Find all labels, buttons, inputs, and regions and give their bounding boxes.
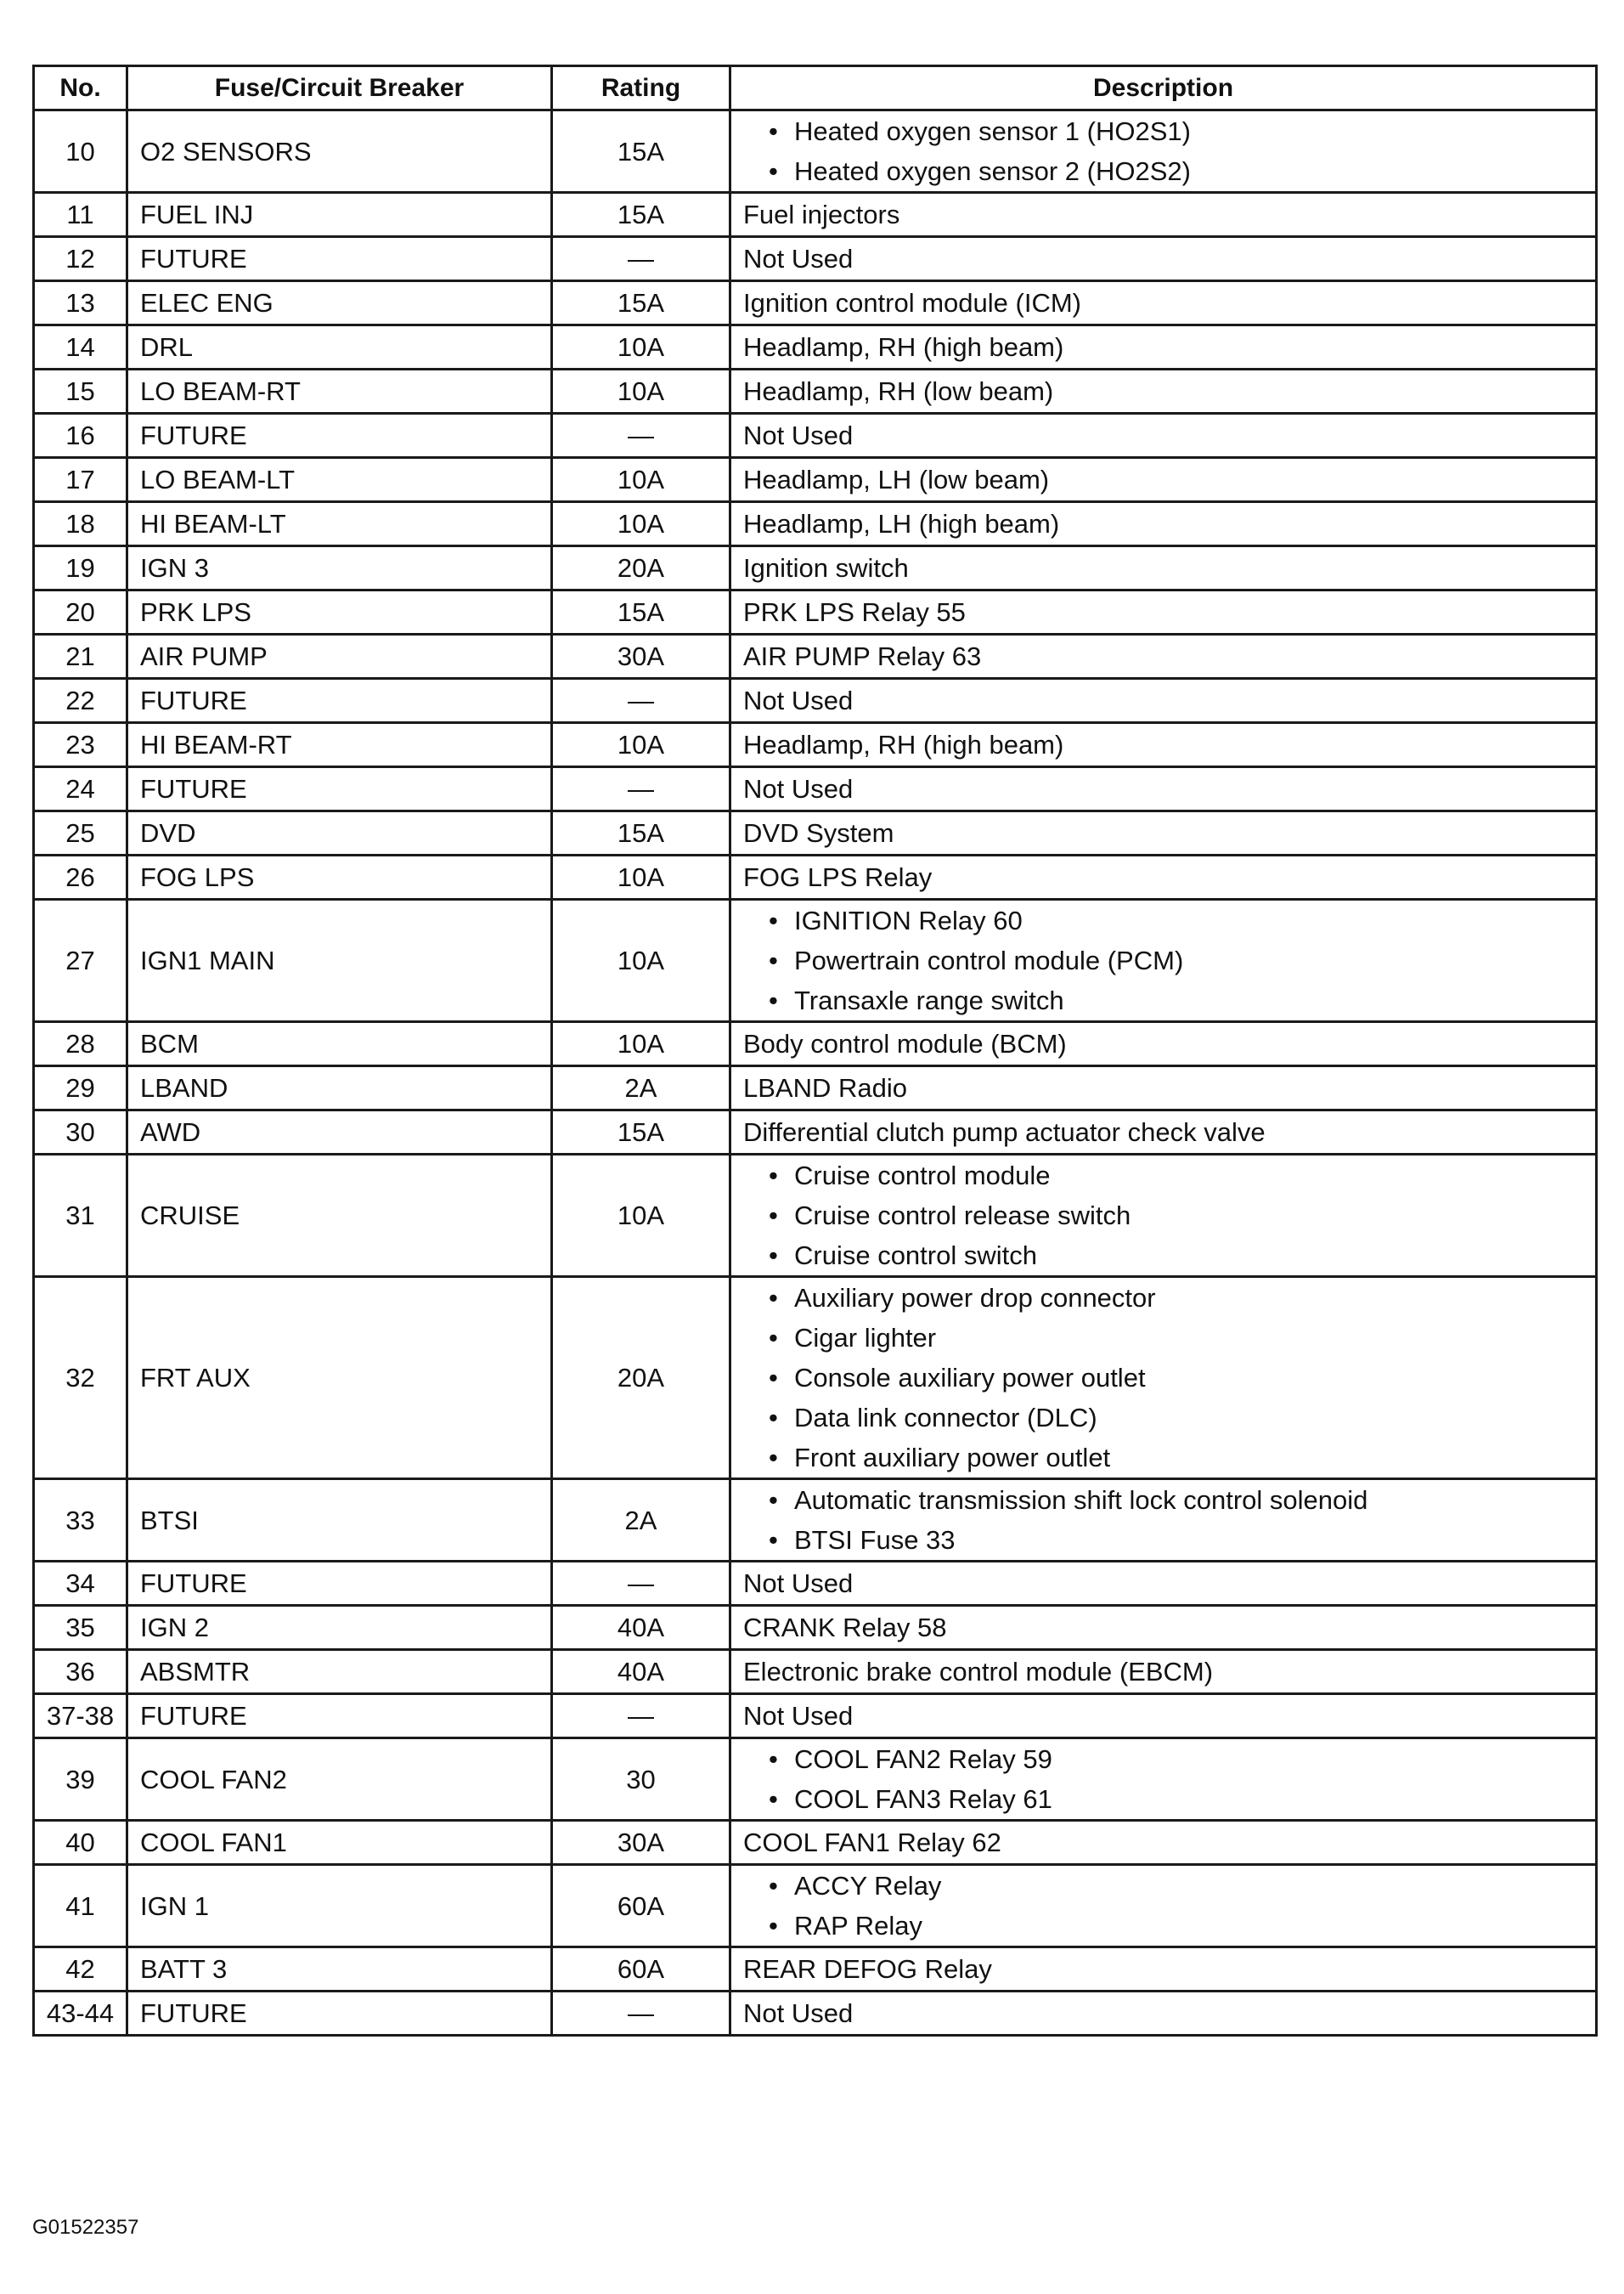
- fuse-name: AWD: [127, 1110, 552, 1155]
- table-row: [34, 1694, 1597, 1738]
- fuse-number: 26: [34, 856, 127, 900]
- fuse-rating: 15A: [552, 590, 730, 635]
- fuse-name: COOL FAN1: [127, 1821, 552, 1865]
- description-item: • IGNITION Relay 60: [769, 901, 1583, 941]
- fuse-rating: 30: [552, 1738, 730, 1821]
- table-row: [34, 1606, 1597, 1650]
- fuse-rating: 40A: [552, 1606, 730, 1650]
- table-row: [34, 370, 1597, 414]
- fuse-name: O2 SENSORS: [127, 110, 552, 193]
- description-list: [743, 1155, 1583, 1275]
- header-no: No.: [34, 66, 127, 110]
- fuse-name: DVD: [127, 811, 552, 856]
- fuse-description: [730, 110, 1597, 193]
- fuse-number: 16: [34, 414, 127, 458]
- fuse-description: [730, 1738, 1597, 1821]
- table-body: [34, 110, 1597, 2036]
- table-row: [34, 1821, 1597, 1865]
- fuse-description: CRANK Relay 58: [730, 1606, 1597, 1650]
- fuse-number: 19: [34, 546, 127, 590]
- fuse-description: Fuel injectors: [730, 193, 1597, 237]
- fuse-name: BTSI: [127, 1479, 552, 1562]
- table-row: [34, 1865, 1597, 1947]
- fuse-rating: 30A: [552, 1821, 730, 1865]
- header-row: [34, 66, 1597, 110]
- fuse-rating: 10A: [552, 458, 730, 502]
- fuse-name: FUTURE: [127, 1562, 552, 1606]
- description-item: • Automatic transmission shift lock control solenoid: [769, 1480, 1583, 1520]
- fuse-rating: —: [552, 414, 730, 458]
- fuse-name: FRT AUX: [127, 1277, 552, 1479]
- fuse-number: 35: [34, 1606, 127, 1650]
- fuse-rating: 15A: [552, 281, 730, 325]
- fuse-description: Body control module (BCM): [730, 1022, 1597, 1066]
- table-row: [34, 546, 1597, 590]
- fuse-description: Not Used: [730, 1694, 1597, 1738]
- fuse-rating: —: [552, 1562, 730, 1606]
- fuse-name: BATT 3: [127, 1947, 552, 1992]
- fuse-name: COOL FAN2: [127, 1738, 552, 1821]
- table-row: [34, 110, 1597, 193]
- fuse-number: 27: [34, 900, 127, 1022]
- header-description: Description: [730, 66, 1597, 110]
- table-row: [34, 1992, 1597, 2036]
- fuse-name: BCM: [127, 1022, 552, 1066]
- fuse-description: Differential clutch pump actuator check valve: [730, 1110, 1597, 1155]
- fuse-number: 25: [34, 811, 127, 856]
- fuse-number: 42: [34, 1947, 127, 1992]
- fuse-rating: 10A: [552, 900, 730, 1022]
- fuse-number: 39: [34, 1738, 127, 1821]
- fuse-description: Headlamp, RH (high beam): [730, 325, 1597, 370]
- fuse-number: 24: [34, 767, 127, 811]
- table-row: [34, 635, 1597, 679]
- table-row: [34, 502, 1597, 546]
- fuse-rating: 10A: [552, 325, 730, 370]
- fuse-rating: —: [552, 767, 730, 811]
- table-row: [34, 856, 1597, 900]
- fuse-number: 30: [34, 1110, 127, 1155]
- fuse-rating: 40A: [552, 1650, 730, 1694]
- fuse-number: 15: [34, 370, 127, 414]
- fuse-description: LBAND Radio: [730, 1066, 1597, 1110]
- description-list: [743, 901, 1583, 1020]
- fuse-description: Headlamp, RH (low beam): [730, 370, 1597, 414]
- fuse-description: Headlamp, LH (high beam): [730, 502, 1597, 546]
- fuse-description: [730, 1277, 1597, 1479]
- fuse-description: Not Used: [730, 679, 1597, 723]
- description-item: • BTSI Fuse 33: [769, 1520, 1583, 1560]
- fuse-rating: —: [552, 1992, 730, 2036]
- fuse-description: [730, 1479, 1597, 1562]
- fuse-rating: 60A: [552, 1865, 730, 1947]
- table-row: [34, 1738, 1597, 1821]
- table-row: [34, 1277, 1597, 1479]
- table-row: [34, 590, 1597, 635]
- fuse-description: Headlamp, LH (low beam): [730, 458, 1597, 502]
- fuse-rating: 15A: [552, 193, 730, 237]
- fuse-rating: —: [552, 237, 730, 281]
- fuse-number: 34: [34, 1562, 127, 1606]
- table-row: [34, 237, 1597, 281]
- fuse-rating: 10A: [552, 502, 730, 546]
- fuse-number: 13: [34, 281, 127, 325]
- description-item: • Transaxle range switch: [769, 980, 1583, 1020]
- fuse-name: IGN 2: [127, 1606, 552, 1650]
- table-row: [34, 1022, 1597, 1066]
- description-item: • Console auxiliary power outlet: [769, 1358, 1583, 1398]
- fuse-table: [32, 65, 1598, 2037]
- fuse-rating: 10A: [552, 370, 730, 414]
- figure-id: G01522357: [32, 2216, 139, 2239]
- fuse-name: FUTURE: [127, 767, 552, 811]
- table-row: [34, 723, 1597, 767]
- fuse-description: Not Used: [730, 1992, 1597, 2036]
- fuse-name: DRL: [127, 325, 552, 370]
- description-list: [743, 1278, 1583, 1478]
- fuse-rating: 20A: [552, 546, 730, 590]
- table-row: [34, 414, 1597, 458]
- fuse-rating: —: [552, 679, 730, 723]
- description-item: • COOL FAN3 Relay 61: [769, 1779, 1583, 1819]
- header-fuse: Fuse/Circuit Breaker: [127, 66, 552, 110]
- fuse-rating: 2A: [552, 1479, 730, 1562]
- fuse-number: 36: [34, 1650, 127, 1694]
- fuse-name: ABSMTR: [127, 1650, 552, 1694]
- fuse-description: Not Used: [730, 1562, 1597, 1606]
- fuse-name: FUTURE: [127, 237, 552, 281]
- description-item: • Heated oxygen sensor 2 (HO2S2): [769, 151, 1583, 191]
- fuse-name: PRK LPS: [127, 590, 552, 635]
- fuse-name: CRUISE: [127, 1155, 552, 1277]
- description-item: • ACCY Relay: [769, 1866, 1583, 1906]
- fuse-rating: 10A: [552, 1155, 730, 1277]
- table-row: [34, 1479, 1597, 1562]
- fuse-rating: 10A: [552, 1022, 730, 1066]
- fuse-rating: 15A: [552, 1110, 730, 1155]
- fuse-name: LO BEAM-LT: [127, 458, 552, 502]
- fuse-description: PRK LPS Relay 55: [730, 590, 1597, 635]
- fuse-name: IGN 3: [127, 546, 552, 590]
- fuse-name: ELEC ENG: [127, 281, 552, 325]
- fuse-description: Electronic brake control module (EBCM): [730, 1650, 1597, 1694]
- description-item: • Cigar lighter: [769, 1318, 1583, 1358]
- fuse-name: FUTURE: [127, 679, 552, 723]
- fuse-description: DVD System: [730, 811, 1597, 856]
- fuse-description: Ignition control module (ICM): [730, 281, 1597, 325]
- header-rating: Rating: [552, 66, 730, 110]
- description-item: • RAP Relay: [769, 1906, 1583, 1946]
- fuse-description: Not Used: [730, 767, 1597, 811]
- fuse-name: AIR PUMP: [127, 635, 552, 679]
- fuse-description: Headlamp, RH (high beam): [730, 723, 1597, 767]
- fuse-number: 11: [34, 193, 127, 237]
- fuse-number: 23: [34, 723, 127, 767]
- fuse-number: 20: [34, 590, 127, 635]
- fuse-rating: 20A: [552, 1277, 730, 1479]
- table-row: [34, 767, 1597, 811]
- table-row: [34, 281, 1597, 325]
- fuse-number: 32: [34, 1277, 127, 1479]
- fuse-number: 31: [34, 1155, 127, 1277]
- description-list: [743, 1739, 1583, 1819]
- fuse-name: IGN1 MAIN: [127, 900, 552, 1022]
- fuse-name: HI BEAM-LT: [127, 502, 552, 546]
- fuse-number: 10: [34, 110, 127, 193]
- fuse-rating: 2A: [552, 1066, 730, 1110]
- description-item: • COOL FAN2 Relay 59: [769, 1739, 1583, 1779]
- fuse-number: 12: [34, 237, 127, 281]
- fuse-description: [730, 900, 1597, 1022]
- fuse-number: 14: [34, 325, 127, 370]
- fuse-name: FUTURE: [127, 414, 552, 458]
- table-row: [34, 1650, 1597, 1694]
- description-item: • Heated oxygen sensor 1 (HO2S1): [769, 111, 1583, 151]
- table-row: [34, 325, 1597, 370]
- fuse-name: FUTURE: [127, 1992, 552, 2036]
- table-row: [34, 1155, 1597, 1277]
- fuse-description: COOL FAN1 Relay 62: [730, 1821, 1597, 1865]
- fuse-number: 43-44: [34, 1992, 127, 2036]
- fuse-description: Not Used: [730, 414, 1597, 458]
- table-row: [34, 811, 1597, 856]
- fuse-number: 17: [34, 458, 127, 502]
- fuse-number: 21: [34, 635, 127, 679]
- description-list: [743, 1480, 1583, 1560]
- table-row: [34, 193, 1597, 237]
- description-item: • Data link connector (DLC): [769, 1398, 1583, 1438]
- fuse-description: REAR DEFOG Relay: [730, 1947, 1597, 1992]
- description-item: • Powertrain control module (PCM): [769, 941, 1583, 980]
- fuse-number: 28: [34, 1022, 127, 1066]
- fuse-description: AIR PUMP Relay 63: [730, 635, 1597, 679]
- fuse-number: 41: [34, 1865, 127, 1947]
- description-item: • Cruise control switch: [769, 1235, 1583, 1275]
- table-row: [34, 458, 1597, 502]
- fuse-description: [730, 1155, 1597, 1277]
- fuse-name: HI BEAM-RT: [127, 723, 552, 767]
- fuse-description: Not Used: [730, 237, 1597, 281]
- fuse-number: 37-38: [34, 1694, 127, 1738]
- fuse-description: Ignition switch: [730, 546, 1597, 590]
- fuse-name: IGN 1: [127, 1865, 552, 1947]
- table-row: [34, 1562, 1597, 1606]
- fuse-rating: 30A: [552, 635, 730, 679]
- description-list: [743, 111, 1583, 191]
- description-item: • Cruise control release switch: [769, 1195, 1583, 1235]
- description-item: • Cruise control module: [769, 1155, 1583, 1195]
- description-item: • Auxiliary power drop connector: [769, 1278, 1583, 1318]
- description-item: • Front auxiliary power outlet: [769, 1438, 1583, 1478]
- table-row: [34, 1066, 1597, 1110]
- fuse-number: 29: [34, 1066, 127, 1110]
- table-row: [34, 1110, 1597, 1155]
- fuse-number: 33: [34, 1479, 127, 1562]
- fuse-number: 18: [34, 502, 127, 546]
- table-row: [34, 900, 1597, 1022]
- fuse-description: [730, 1865, 1597, 1947]
- fuse-rating: 60A: [552, 1947, 730, 1992]
- fuse-rating: 15A: [552, 110, 730, 193]
- fuse-name: FUEL INJ: [127, 193, 552, 237]
- fuse-rating: 10A: [552, 723, 730, 767]
- table-row: [34, 679, 1597, 723]
- fuse-number: 40: [34, 1821, 127, 1865]
- fuse-rating: 10A: [552, 856, 730, 900]
- description-list: [743, 1866, 1583, 1946]
- fuse-name: FOG LPS: [127, 856, 552, 900]
- table-row: [34, 1947, 1597, 1992]
- table-header: [34, 66, 1597, 110]
- fuse-name: LBAND: [127, 1066, 552, 1110]
- fuse-name: LO BEAM-RT: [127, 370, 552, 414]
- fuse-number: 22: [34, 679, 127, 723]
- fuse-description: FOG LPS Relay: [730, 856, 1597, 900]
- fuse-rating: —: [552, 1694, 730, 1738]
- fuse-rating: 15A: [552, 811, 730, 856]
- fuse-name: FUTURE: [127, 1694, 552, 1738]
